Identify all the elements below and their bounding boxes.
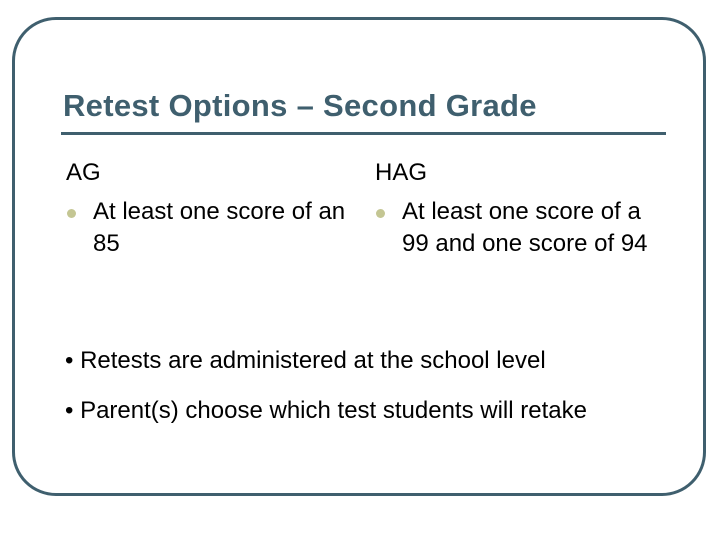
round-bullet-icon [67,209,76,218]
bullet-text-hag: At least one score of a 99 and one score of 94 [402,198,648,257]
title-underline [61,132,666,135]
note-retests-school-level: • Retests are administered at the school level [65,347,546,374]
bullet-text-ag: At least one score of an 85 [93,198,346,257]
column-ag [66,158,351,260]
bullet-item-hag [375,196,665,260]
column-hag [375,158,665,260]
slide-title: Retest Options – Second Grade [63,88,537,123]
column-heading-hag: HAG [375,159,428,186]
column-heading-ag: AG [66,159,101,186]
note-parents-choose-test: • Parent(s) choose which test students will retake [65,397,587,424]
round-bullet-icon [376,209,385,218]
bullet-item-ag [66,196,351,260]
